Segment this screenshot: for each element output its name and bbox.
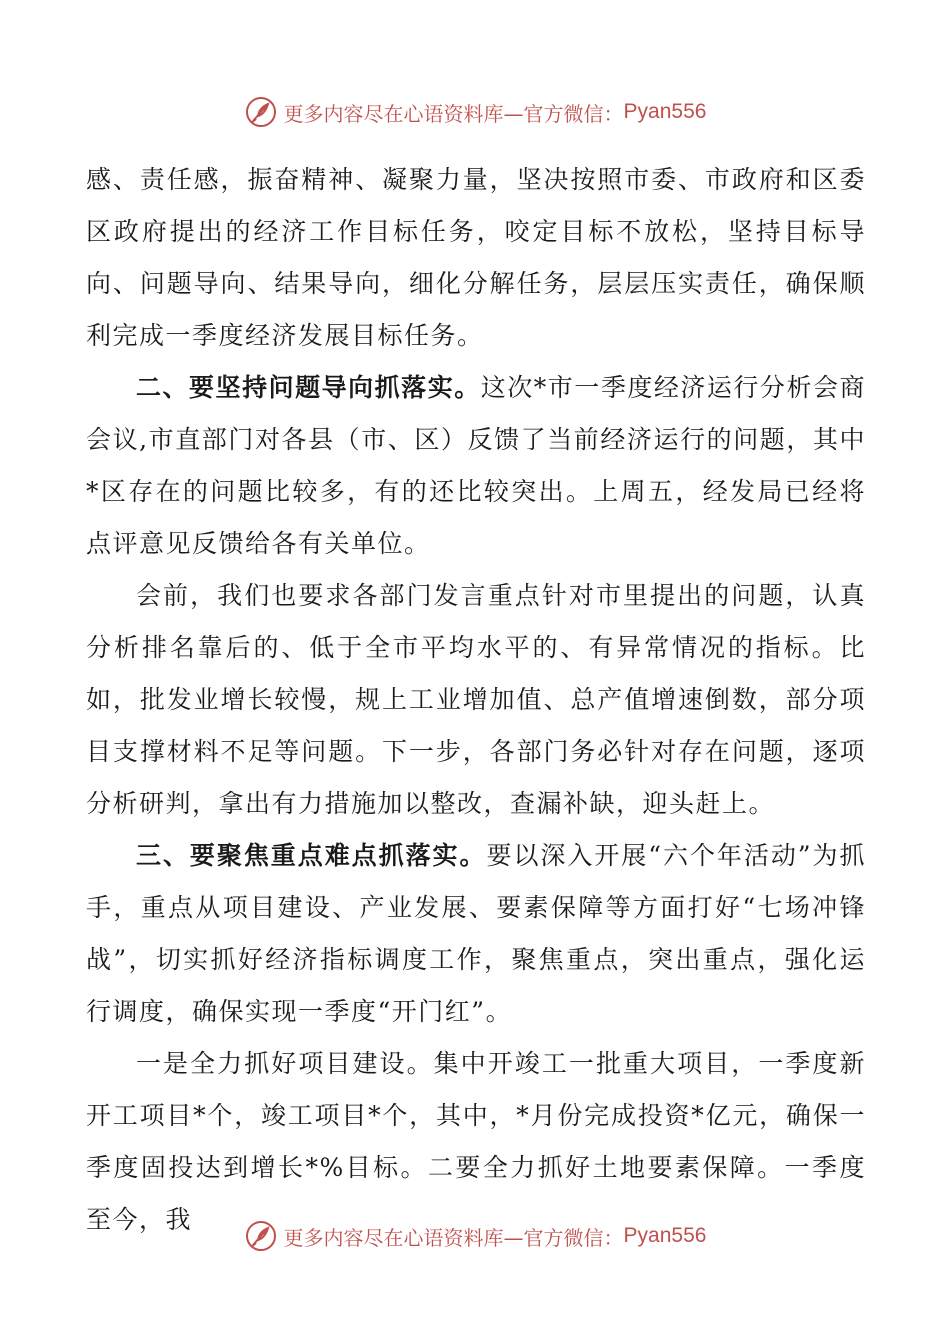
quill-logo-icon xyxy=(244,95,278,129)
paragraph-3 xyxy=(86,570,866,830)
paragraph-4 xyxy=(86,830,866,1038)
paragraph-text: 这次*市一季度经济运行分析会商会议,市直部门对各县（市、区）反馈了当前经济运行的问题，其中*区存在的问题比较多，有的还比较突出。上周五，经发局已经将点评意见反馈给各有关单位。 xyxy=(86,373,866,558)
watermark-wechat-id: Pyan556 xyxy=(623,1224,707,1247)
paragraph-text: 一是全力抓好项目建设。集中开竣工一批重大项目，一季度新开工项目*个，竣工项目*个，其中，*月份完成投资*亿元，确保一季度固投达到增长*%目标。二要全力抓好土地要素保障。一季度至今，我 xyxy=(86,1049,866,1234)
paragraph-1 xyxy=(86,154,866,362)
paragraph-text: 要以深入开展“六个年活动”为抓手，重点从项目建设、产业发展、要素保障等方面打好“七场冲锋战”，切实抓好经济指标调度工作，聚焦重点，突出重点，强化运行调度，确保实现一季度“开门红”。 xyxy=(86,841,866,1026)
watermark-wechat-id: Pyan556 xyxy=(623,100,707,123)
paragraph-text: 会前，我们也要求各部门发言重点针对市里提出的问题，认真分析排名靠后的、低于全市平均水平的、有异常情况的指标。比如，批发业增长较慢，规上工业增加值、总产值增速倒数，部分项目支撑材料不足等问题。下一步，各部门务必针对存在问题，逐项分析研判，拿出有力措施加以整改，查漏补缺，迎头赶上。 xyxy=(86,581,866,818)
paragraph-5 xyxy=(86,1038,866,1246)
watermark-text: 更多内容尽在心语资料库—官方微信： xyxy=(283,1225,624,1250)
section-heading: 二、要坚持问题导向抓落实。 xyxy=(136,373,481,402)
watermark-footer xyxy=(0,1216,950,1256)
quill-logo-icon xyxy=(244,1219,278,1253)
paragraph-text: 感、责任感，振奋精神、凝聚力量，坚决按照市委、市政府和区委区政府提出的经济工作目标任务，咬定目标不放松，坚持目标导向、问题导向、结果导向，细化分解任务，层层压实责任，确保顺利完成一季度经济发展目标任务。 xyxy=(86,165,866,350)
document-body xyxy=(86,154,866,1246)
paragraph-2 xyxy=(86,362,866,570)
section-heading: 三、要聚焦重点难点抓落实。 xyxy=(136,841,487,870)
watermark-text: 更多内容尽在心语资料库—官方微信： xyxy=(283,101,624,126)
watermark-header xyxy=(0,92,950,132)
